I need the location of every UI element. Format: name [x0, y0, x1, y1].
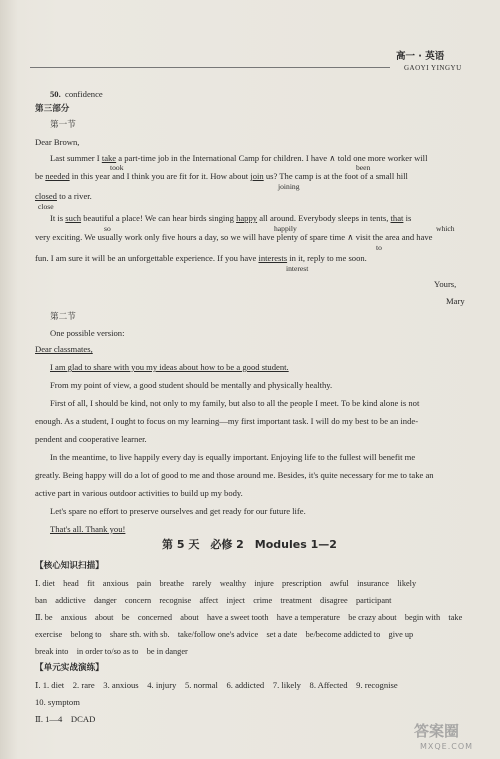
error-word: such [65, 213, 82, 223]
correction-happily: happily [274, 224, 297, 233]
essay-p4b: greatly. Being happy will do a lot of good to me and those around me. Besides, it's quite necessary for me to take an [35, 470, 434, 480]
letter-signature: Mary [446, 296, 465, 306]
practice-line2: 10. symptom [35, 697, 80, 707]
letter-text: be [35, 171, 44, 181]
letter-text: in it, reply to me soon. [289, 253, 367, 263]
practice-line3: Ⅱ. 1—4 DCAD [35, 714, 96, 724]
error-word: that [390, 213, 404, 223]
error-word: join [250, 171, 264, 181]
insert-caret: ∧ [329, 153, 336, 163]
letter-line6 [35, 253, 367, 264]
header-rule [30, 67, 390, 68]
header-logo: 高一 · 英语 [396, 51, 445, 62]
letter-text: beautiful a place! We can hear birds singing [83, 213, 234, 223]
header-logo-sub: GAOYI YINGYU [404, 64, 462, 72]
error-word: take [101, 153, 117, 163]
correction-so: so [104, 224, 111, 233]
q50-answer: confidence [65, 89, 103, 99]
letter-text: told one more worker will [337, 153, 428, 163]
letter-line2 [35, 171, 408, 182]
q50-number: 50. [50, 89, 61, 99]
core-words-1: Ⅰ. diet head fit anxious pain breathe rarely wealthy injure prescription awful insurance likely [35, 579, 417, 588]
essay-p5: Let's spare no effort to preserve ourselves and get ready for our future life. [50, 506, 306, 516]
letter-text: in this year and I think you are fit for it. How about [71, 171, 249, 181]
letter-text: It is [50, 213, 64, 223]
letter-line1 [50, 153, 427, 164]
letter-closing: Yours, [434, 279, 457, 289]
practice-title: 【单元实战演练】 [35, 663, 104, 673]
letter-text: fun. I am sure it will be an unforgettable experience. If you have [35, 253, 257, 263]
letter-text: Last summer I [50, 153, 100, 163]
correction-to: to [376, 243, 382, 252]
practice-line1: Ⅰ. 1. diet 2. rare 3. anxious 4. injury 5. normal 6. addicted 7. likely 8. Affected 9. recognise [35, 680, 398, 690]
correction-which: which [436, 224, 455, 233]
core-phrases-1: Ⅱ. be anxious about be concerned about have a sweet tooth have a temperature be crazy about begin with take [35, 613, 463, 622]
essay-p6: That's all. Thank you! [50, 524, 126, 534]
correction-close: close [38, 202, 54, 211]
error-word: closed [35, 191, 57, 201]
watermark-logo: 答案圈 [414, 722, 460, 740]
essay-greeting: Dear classmates, [35, 344, 93, 354]
day5-title: 第 5 天 必修 2 Modules 1—2 [162, 538, 337, 551]
letter-text: a part-time job in the International Camp for children. I have [118, 153, 328, 163]
letter-text: is [405, 213, 412, 223]
essay-p3b: enough. As a student, I ought to focus on my learning—my first important task. I will do my best to be an inde- [35, 416, 419, 426]
letter-text: us? The camp is at the foot of a small hill [265, 171, 408, 181]
correction-been: been [356, 163, 371, 172]
insert-caret: ∧ [347, 232, 354, 242]
letter-line5 [35, 232, 433, 243]
correction-joining: joining [278, 182, 300, 191]
part3-title: 第三部分 [35, 104, 70, 114]
section1-title: 第一节 [50, 120, 76, 130]
error-word: interests [258, 253, 288, 263]
section2-title: 第二节 [50, 312, 76, 322]
letter-text: to a river. [59, 191, 92, 201]
correction-interest: interest [286, 264, 309, 273]
essay-p4a: In the meantime, to live happily every day is equally important. Enjoying life to the fullest will benefit me [50, 452, 416, 462]
error-word: needed [45, 171, 70, 181]
essay-p3c: pendent and cooperative learner. [35, 434, 147, 444]
watermark-url: MXQE.COM [420, 742, 474, 751]
core-phrases-3: break into in order to/so as to be in danger [35, 647, 188, 656]
essay-p2: From my point of view, a good student should be mentally and physically healthy. [50, 380, 333, 390]
essay-intro: One possible version: [50, 328, 125, 338]
correction-took: took [110, 163, 124, 172]
core-words-2: ban addictive danger concern recognise affect inject crime treatment disagree participant [35, 596, 392, 605]
letter-text: very exciting. We usually work only five hours a day, so we will have plenty of spare time [35, 232, 346, 242]
essay-p4c: active part in various outdoor activities to build up my body. [35, 488, 243, 498]
letter-text: all around. Everybody sleeps in tents, [259, 213, 389, 223]
essay-p1: I am glad to share with you my ideas about how to be a good student. [50, 362, 289, 372]
core-phrases-2: exercise belong to share sth. with sb. take/follow one's advice set a date be/become addicted to give up [35, 630, 414, 639]
error-word: happy [236, 213, 258, 223]
letter-text: visit the area and have [355, 232, 433, 242]
core-title: 【核心知识扫描】 [35, 561, 104, 571]
letter-greeting: Dear Brown, [35, 137, 80, 147]
essay-p3a: First of all, I should be kind, not only to my family, but also to all the people I meet. To be kind alone is not [50, 398, 420, 408]
